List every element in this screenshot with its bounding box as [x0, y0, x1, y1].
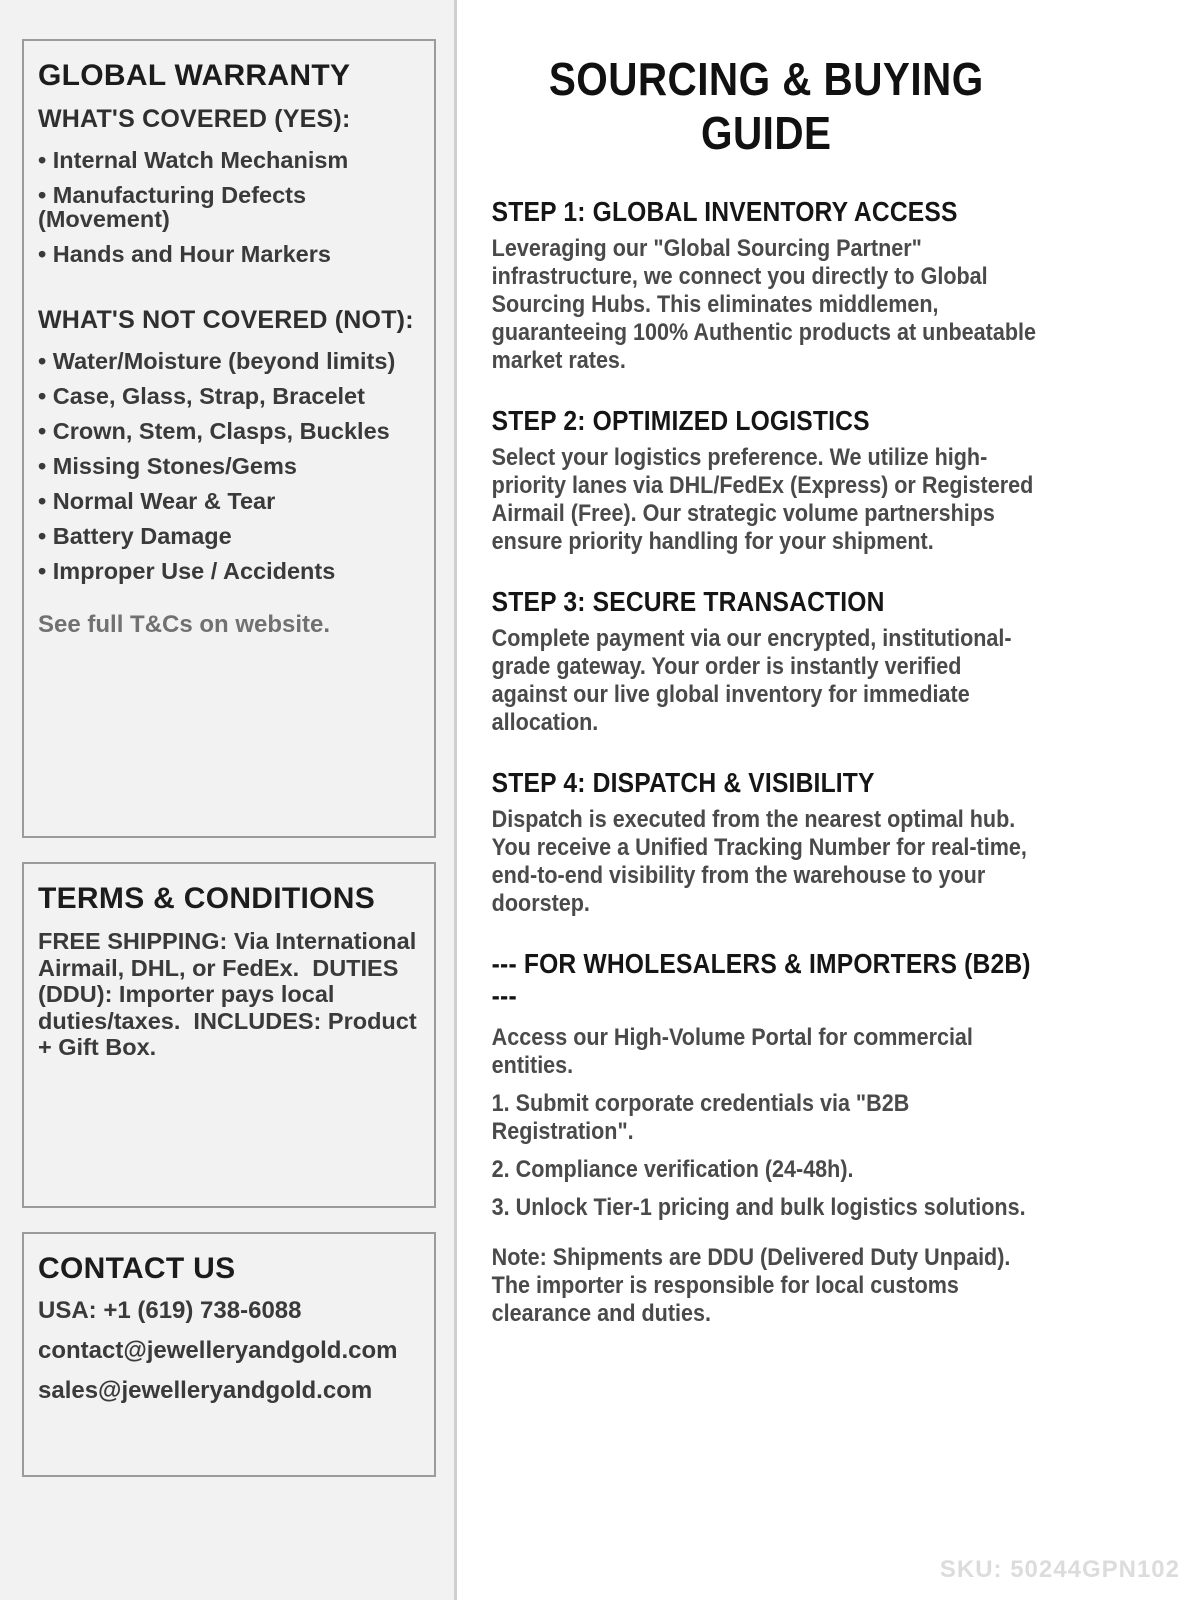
step-body: Complete payment via our encrypted, institutional-grade gateway. Your order is instantly verified against our live global inventory for immediate allocation. — [491, 625, 1012, 736]
warranty-title: GLOBAL WARRANTY — [38, 59, 351, 92]
buying-guide-content — [460, 0, 1041, 1328]
step-body: Dispatch is executed from the nearest optimal hub. You receive a Unified Tracking Number for real-time, end-to-end visibility from the warehouse to your doorstep. — [491, 806, 1027, 917]
buying-guide — [460, 0, 1200, 1338]
step-section-4 — [492, 767, 1041, 918]
list-item: • Manufacturing Defects (Movement) — [38, 183, 420, 231]
step-heading: STEP 4: DISPATCH & VISIBILITY — [491, 767, 875, 798]
b2b-section — [492, 948, 1041, 1328]
step-heading: STEP 1: GLOBAL INVENTORY ACCESS — [491, 196, 958, 227]
step-section-2 — [492, 405, 1041, 556]
list-item: • Normal Wear & Tear — [38, 489, 420, 513]
list-item: • Water/Moisture (beyond limits) — [38, 349, 420, 373]
b2b-item: 2. Compliance verification (24-48h). — [491, 1156, 854, 1183]
list-item: • Battery Damage — [38, 524, 420, 548]
guide-title: SOURCING & BUYING GUIDE — [548, 53, 984, 159]
list-item: • Improper Use / Accidents — [38, 559, 420, 583]
step-body: Select your logistics preference. We utilize high-priority lanes via DHL/FedEx (Express) or Registered Airmail (Free). Our strategic volume partnerships ensure priority handling for your shipment. — [491, 444, 1034, 555]
b2b-intro: Access our High-Volume Portal for commercial entities. — [491, 1024, 973, 1079]
sidebar — [0, 0, 457, 1600]
step-section-1 — [492, 196, 1041, 375]
list-item: • Internal Watch Mechanism — [38, 148, 420, 172]
terms-body: FREE SHIPPING: Via International Airmail, DHL, or FedEx. DUTIES (DDU): Importer pays local duties/taxes. INCLUDES: Product + Gift Box. — [38, 928, 424, 1060]
list-item: • Hands and Hour Markers — [38, 242, 420, 266]
step-heading: STEP 3: SECURE TRANSACTION — [491, 586, 885, 617]
not-covered-heading: WHAT'S NOT COVERED (NOT): — [38, 306, 414, 334]
warranty-footnote: See full T&Cs on website. — [38, 611, 331, 638]
step-heading: STEP 2: OPTIMIZED LOGISTICS — [491, 405, 870, 436]
list-item: • Missing Stones/Gems — [38, 454, 420, 478]
not-covered-list — [38, 349, 420, 583]
b2b-item: 1. Submit corporate credentials via "B2B Registration". — [491, 1090, 910, 1145]
warranty-card — [22, 39, 436, 838]
sku-label: SKU: 50244GPN102 — [939, 1556, 1180, 1583]
b2b-heading: --- FOR WHOLESALERS & IMPORTERS (B2B) --- — [491, 948, 1031, 1011]
contact-email-primary: contact@jewelleryandgold.com — [38, 1337, 398, 1364]
contact-email-sales: sales@jewelleryandgold.com — [38, 1377, 373, 1404]
list-item: • Case, Glass, Strap, Bracelet — [38, 384, 420, 408]
contact-title: CONTACT US — [38, 1252, 236, 1285]
covered-heading: WHAT'S COVERED (YES): — [38, 105, 351, 133]
b2b-item: 3. Unlock Tier-1 pricing and bulk logistics solutions. — [491, 1194, 1026, 1221]
contact-card — [22, 1232, 436, 1477]
b2b-note: Note: Shipments are DDU (Delivered Duty Unpaid). The importer is responsible for local customs clearance and duties. — [491, 1244, 1011, 1327]
contact-phone: USA: +1 (619) 738-6088 — [38, 1297, 302, 1324]
covered-list — [38, 148, 420, 266]
terms-title: TERMS & CONDITIONS — [38, 882, 376, 915]
list-item: • Crown, Stem, Clasps, Buckles — [38, 419, 420, 443]
step-body: Leveraging our "Global Sourcing Partner" infrastructure, we connect you directly to Global Sourcing Hubs. This eliminates middlemen, guaranteeing 100% Authentic products at unbeatable market rates. — [491, 235, 1036, 374]
terms-card — [22, 862, 436, 1208]
step-section-3 — [492, 586, 1041, 737]
